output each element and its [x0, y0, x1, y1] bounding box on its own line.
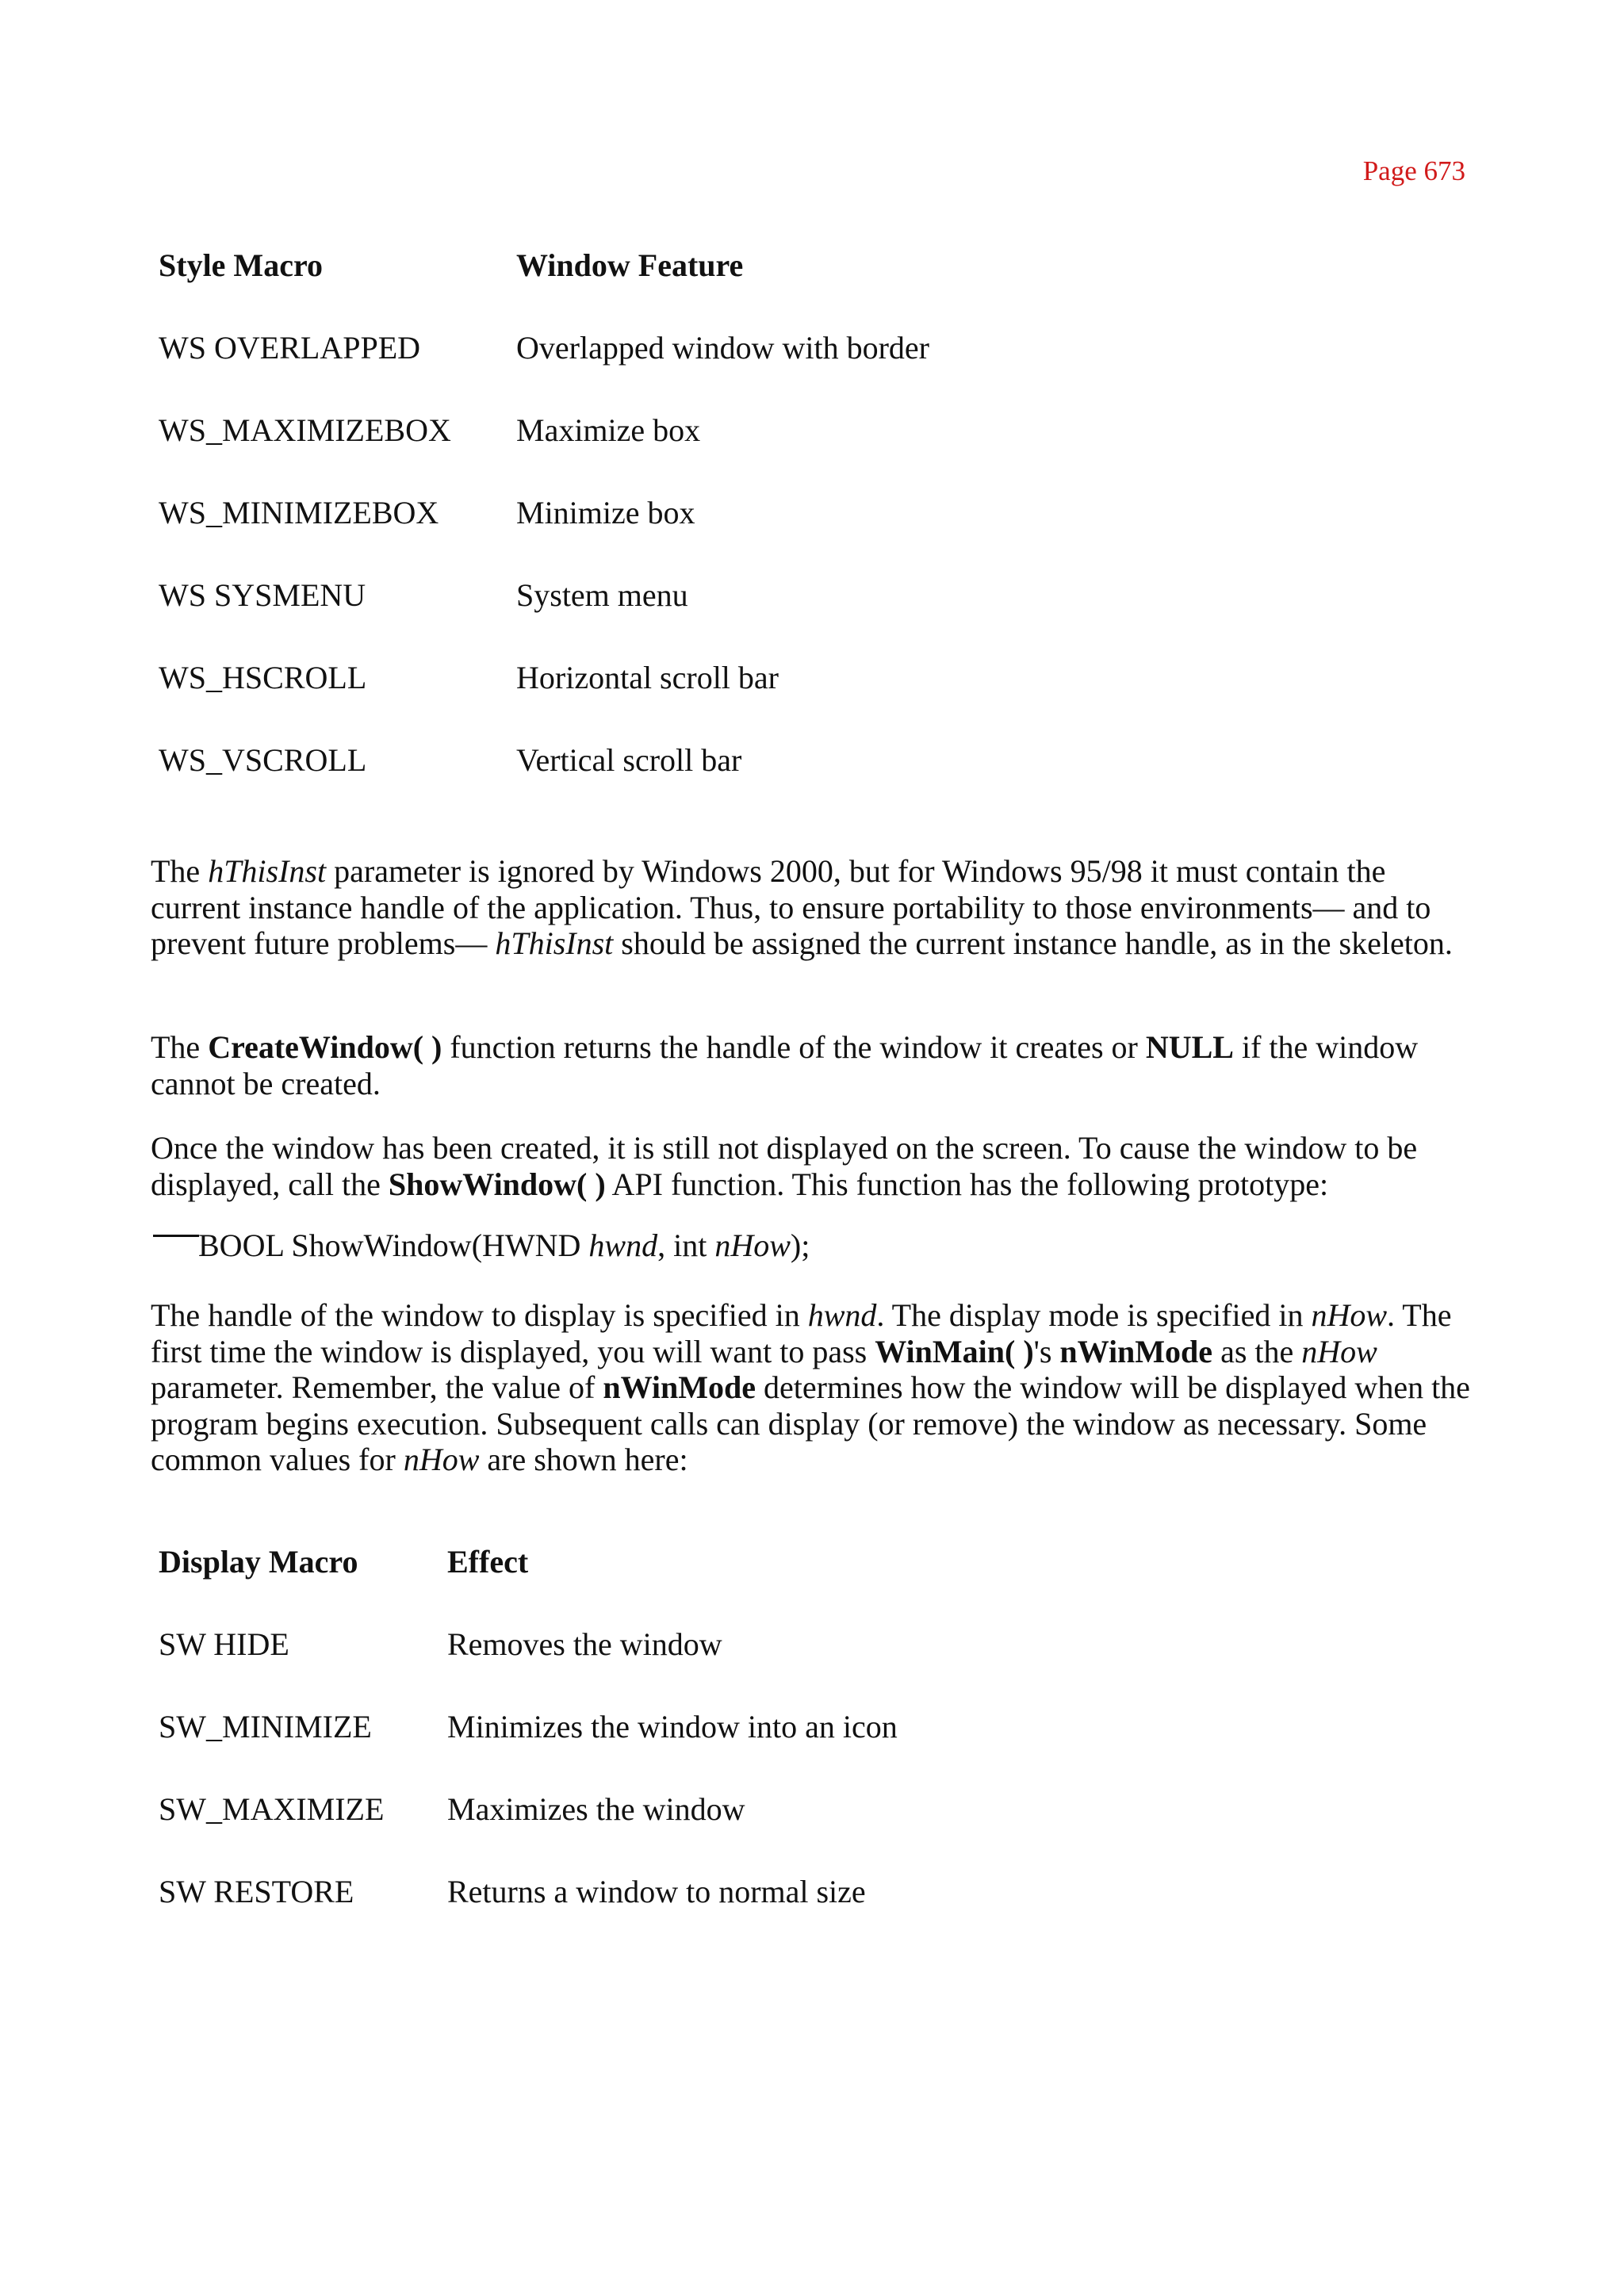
text-run: API function. This function has the following prototype: [605, 1166, 1329, 1202]
prototype-line [198, 1227, 810, 1265]
text-run: . The display mode is specified in [876, 1297, 1312, 1333]
table-row [159, 741, 929, 779]
text-run: function returns the handle of the window it creates or [442, 1029, 1146, 1065]
page-number: Page 673 [1362, 155, 1465, 186]
feature-cell: Minimize box [516, 495, 695, 530]
bold-term: ShowWindow( ) [388, 1166, 606, 1202]
bold-term: NULL [1145, 1029, 1234, 1065]
feature-cell: Maximize box [516, 412, 701, 448]
feature-cell: Horizontal scroll bar [516, 660, 779, 695]
table-row [159, 1790, 898, 1829]
text-run: 's [1033, 1333, 1060, 1369]
feature-cell: Vertical scroll bar [516, 742, 742, 778]
table-header-row [159, 247, 929, 285]
column-header-display-macro: Display Macro [159, 1544, 358, 1580]
paragraph-hthisinst [151, 853, 1483, 962]
table-row [159, 412, 929, 450]
bold-term: WinMain( ) [875, 1333, 1034, 1369]
macro-cell: WS SYSMENU [159, 577, 366, 613]
macro-cell: SW HIDE [159, 1626, 289, 1662]
macro-cell: SW_MAXIMIZE [159, 1791, 385, 1827]
column-header-style-macro: Style Macro [159, 247, 323, 283]
text-run: are shown here: [479, 1442, 688, 1477]
column-header-window-feature: Window Feature [516, 247, 744, 283]
text-run: The handle of the window to display is specified in [151, 1297, 808, 1333]
text-run: Once the window has been created, it is still not displayed on the screen. To cause the window to be displayed, call the [151, 1130, 1418, 1202]
italic-term: nHow [1311, 1297, 1388, 1333]
italic-term: hwnd [588, 1227, 658, 1263]
table-header-row [159, 1543, 898, 1581]
italic-term: nHow [714, 1227, 791, 1263]
effect-cell: Maximizes the window [447, 1791, 745, 1827]
display-macro-table [159, 1543, 898, 1911]
effect-cell: Returns a window to normal size [447, 1874, 866, 1909]
macro-cell: SW_MINIMIZE [159, 1709, 372, 1744]
macro-cell: WS_MINIMIZEBOX [159, 495, 439, 530]
text-run: determines how the window will be displayed when the program begins execution. Subsequent calls can display (or remove) the window as necessary. Some common values for [151, 1369, 1470, 1477]
table-row [159, 659, 929, 697]
text-run: The [151, 1029, 209, 1065]
style-macro-table [159, 247, 929, 779]
text-run: , int [657, 1227, 715, 1263]
table-row [159, 1626, 898, 1664]
italic-term: hThisInst [208, 853, 327, 889]
underline-mark [153, 1235, 199, 1237]
feature-cell: Overlapped window with border [516, 330, 929, 366]
table-row [159, 1873, 898, 1911]
text-run: should be assigned the current instance handle, as in the skeleton. [613, 925, 1453, 961]
effect-cell: Removes the window [447, 1626, 722, 1662]
feature-cell: System menu [516, 577, 688, 613]
text-run: The [151, 853, 209, 889]
column-header-effect: Effect [447, 1544, 529, 1580]
italic-term: nHow [1301, 1333, 1377, 1369]
text-run: . The first time the window is displayed, you will want to pass [151, 1297, 1452, 1369]
text-run: parameter is ignored by Windows 2000, but for Windows 95/98 it must contain the current instance handle of the application. Thus, to ensure portability to those environments— and to prevent future problems— [151, 853, 1431, 961]
italic-term: nHow [403, 1442, 480, 1477]
paragraph-display-mode [151, 1297, 1483, 1478]
macro-cell: WS_VSCROLL [159, 742, 367, 778]
macro-cell: SW RESTORE [159, 1874, 354, 1909]
bold-term: CreateWindow( ) [208, 1029, 442, 1065]
table-row [159, 494, 929, 532]
macro-cell: WS OVERLAPPED [159, 330, 421, 366]
text-run: if the window cannot be created. [151, 1029, 1419, 1101]
paragraph-createwindow [151, 1029, 1483, 1101]
text-run: as the [1212, 1333, 1302, 1369]
italic-term: hwnd [807, 1297, 877, 1333]
macro-cell: WS_MAXIMIZEBOX [159, 412, 451, 448]
table-row [159, 1708, 898, 1746]
text-run: BOOL ShowWindow(HWND [198, 1227, 589, 1263]
bold-term: nWinMode [1059, 1333, 1213, 1369]
table-row [159, 329, 929, 367]
effect-cell: Minimizes the window into an icon [447, 1709, 898, 1744]
text-run: parameter. Remember, the value of [151, 1369, 603, 1405]
table-row [159, 576, 929, 615]
italic-term: hThisInst [495, 925, 614, 961]
bold-term: nWinMode [603, 1369, 756, 1405]
text-run: ); [790, 1227, 810, 1263]
paragraph-showwindow-intro [151, 1130, 1483, 1202]
macro-cell: WS_HSCROLL [159, 660, 367, 695]
